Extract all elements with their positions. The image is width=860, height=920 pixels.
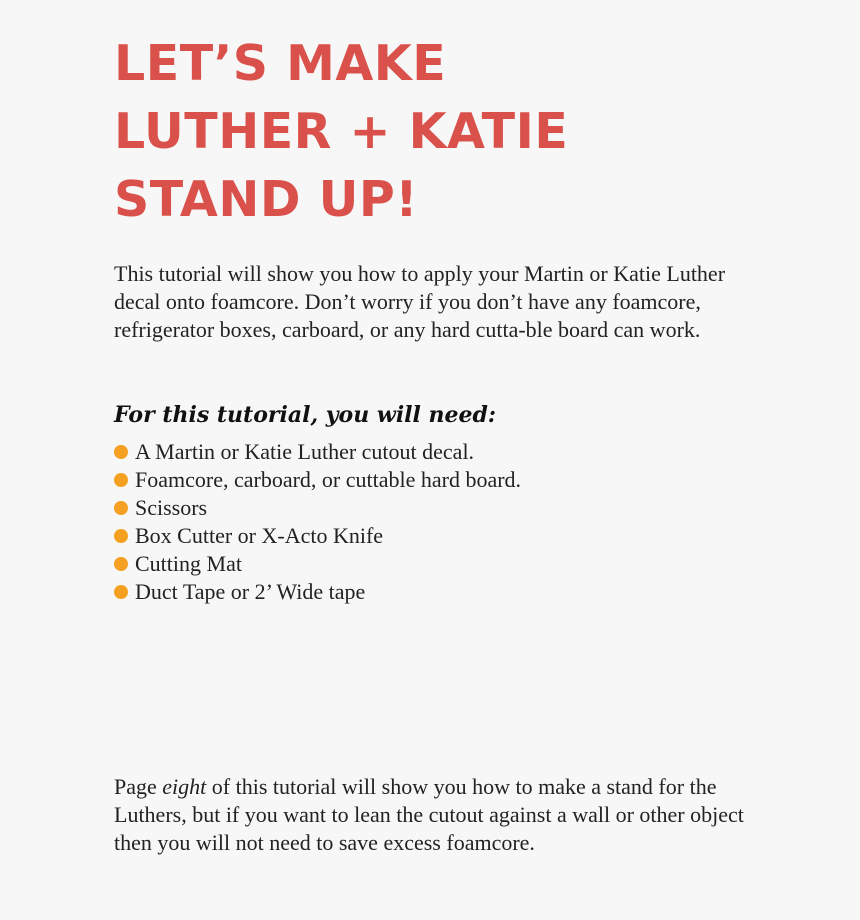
outro-text-end: of this tutorial will show you how to make a stand for the Luthers, but if you want to lean the cutout against a wall or other object then you will not need to save excess foamcore. (114, 774, 744, 855)
list-item (114, 466, 764, 494)
list-item (114, 522, 764, 550)
list-item-label: Scissors (135, 495, 208, 520)
outro-text-start: Page (114, 774, 163, 799)
orange-dot-icon (114, 557, 128, 571)
list-item-label: Cutting Mat (135, 551, 242, 576)
list-item (114, 578, 764, 606)
list-item-label: Duct Tape or 2’ Wide tape (135, 579, 366, 604)
list-item (114, 438, 764, 466)
list-item-label: Foamcore, carboard, or cuttable hard board. (135, 467, 522, 492)
orange-dot-icon (114, 501, 128, 515)
list-item (114, 550, 764, 578)
outro-emphasis: eight (162, 774, 207, 799)
list-item-label: A Martin or Katie Luther cutout decal. (135, 439, 475, 464)
orange-dot-icon (114, 473, 128, 487)
outro-paragraph (114, 773, 754, 857)
supplies-heading: For this tutorial, you will need: (114, 402, 497, 428)
orange-dot-icon (114, 585, 128, 599)
orange-dot-icon (114, 529, 128, 543)
supplies-list (114, 438, 764, 606)
list-item-label: Box Cutter or X-Acto Knife (135, 523, 384, 548)
list-item (114, 494, 764, 522)
tutorial-page (114, 30, 764, 606)
page-title: LET’S MAKE LUTHER + KATIE STAND UP! (114, 35, 569, 228)
orange-dot-icon (114, 445, 128, 459)
intro-paragraph: This tutorial will show you how to apply your Martin or Katie Luther decal onto foamcore. Don’t worry if you don’t have any foamcore, refrigerator boxes, carboard, or any hard cutta-ble board can work. (114, 261, 726, 342)
